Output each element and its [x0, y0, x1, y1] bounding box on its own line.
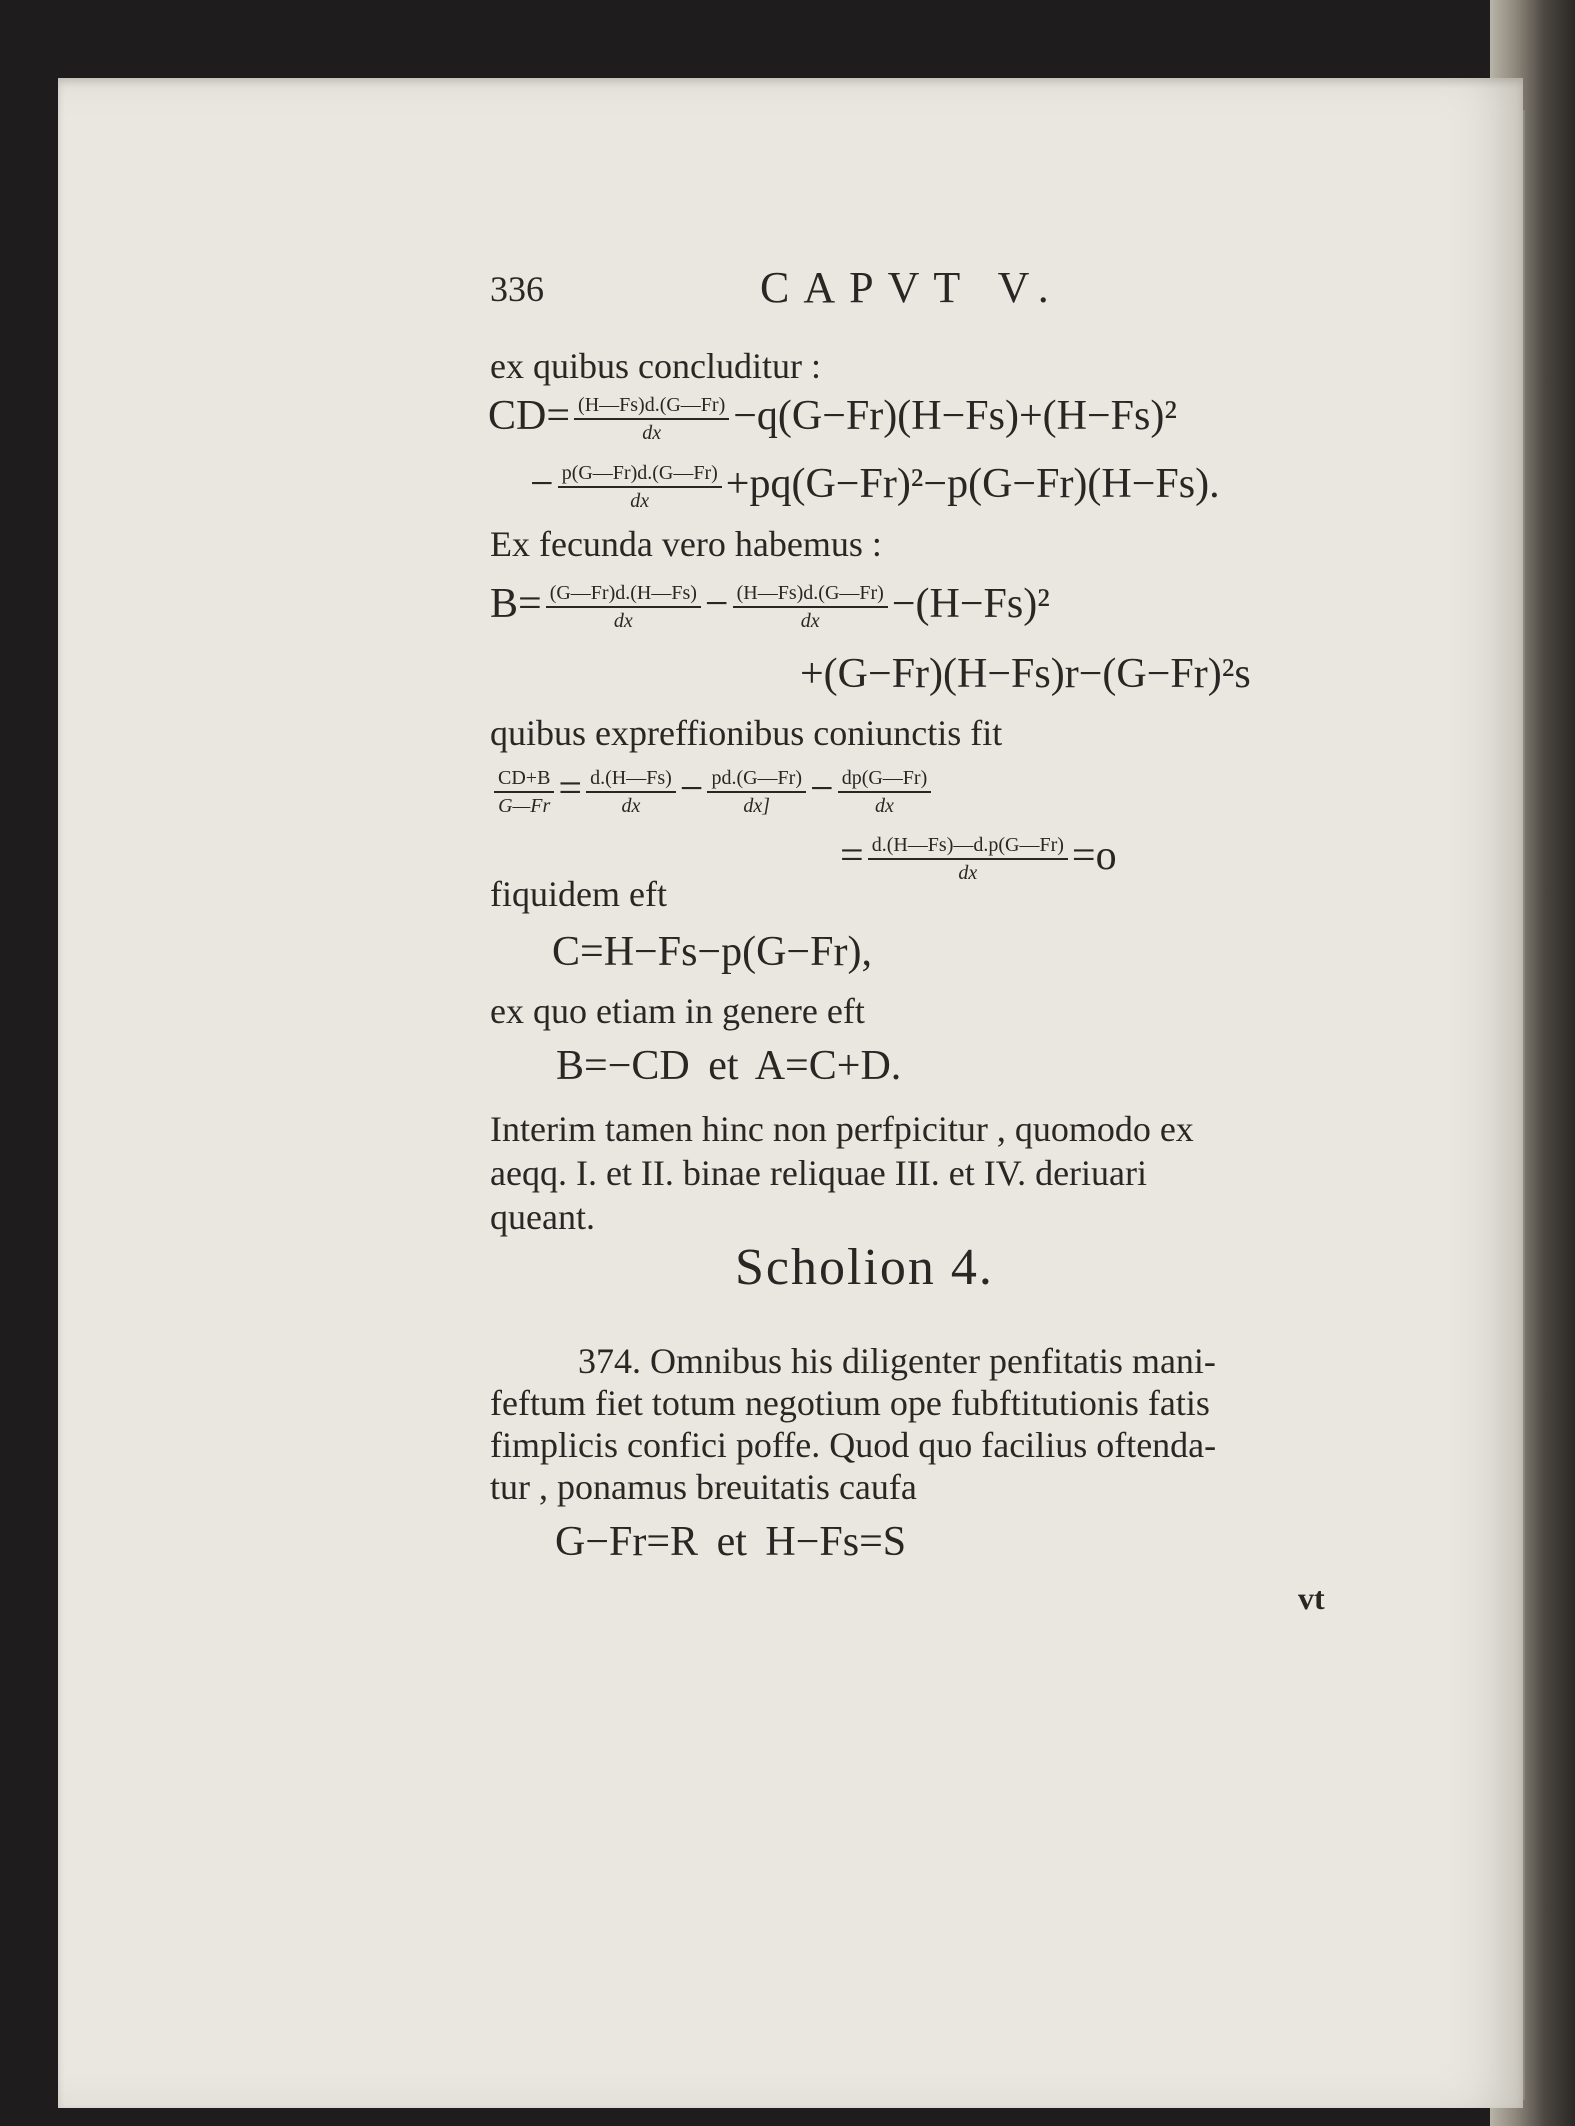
fraction-denominator: G—Fr	[498, 795, 551, 818]
eq-b-mid: −	[704, 581, 729, 627]
eq-cd-rest-2: +pq(G−Fr)²−p(G−Fr)(H−Fs).	[725, 461, 1220, 507]
eq-b-fraction-2	[733, 580, 888, 634]
equation-cd-line-1	[488, 392, 1177, 446]
equation-b-line-1	[490, 580, 1050, 634]
eq-cd-fraction-2	[558, 460, 722, 514]
eq-g-fraction	[868, 832, 1068, 886]
eq-f-fraction-2	[707, 765, 806, 819]
eq-b-fraction-1	[546, 580, 701, 634]
fraction-denominator: dx	[630, 490, 650, 513]
scholion-heading: Scholion 4.	[735, 1239, 994, 1296]
eq-f-fraction-3	[838, 765, 932, 819]
eq-f-minus-2: −	[810, 766, 834, 812]
equation-combined-line-1	[490, 765, 935, 819]
equation-b-line-2: +(G−Fr)(H−Fs)r−(G−Fr)²s	[800, 651, 1251, 697]
fraction-numerator: d.(H—Fs)—d.p(G—Fr)	[868, 832, 1068, 860]
fraction-denominator: dx	[958, 862, 978, 885]
eq-f-equals: =	[558, 766, 583, 812]
text-line-10: fiquidem eft	[490, 874, 667, 914]
equation-c: C=H−Fs−p(G−Fr),	[552, 929, 872, 975]
chapter-title: CAPVT V.	[760, 263, 1063, 312]
eq-b-lhs: B=	[490, 581, 542, 627]
text-line-12: ex quo etiam in genere eft	[490, 991, 865, 1031]
eq-g-equals: =	[840, 833, 864, 879]
equation-cd-line-2	[530, 460, 1220, 514]
eq-f-fraction-1	[586, 765, 676, 819]
text-line-20: fimplicis confici poffe. Quod quo facilius oftenda-	[490, 1425, 1217, 1465]
text-line-4: Ex fecunda vero habemus :	[490, 524, 882, 564]
eq-b-rest-1: −(H−Fs)²	[891, 581, 1050, 627]
eq-cd-lead: −	[530, 461, 554, 507]
eq-cd-lhs: CD=	[488, 393, 571, 439]
equation-r-s: G−Fr=R et H−Fs=S	[555, 1519, 907, 1565]
fraction-denominator: dx]	[743, 795, 771, 818]
fraction-denominator: dx	[875, 795, 894, 818]
fraction-denominator: dx	[621, 795, 641, 818]
fraction-denominator: dx	[642, 422, 662, 445]
text-line-16: queant.	[490, 1197, 595, 1237]
text-line-15: aeqq. I. et II. binae reliquae III. et IV. deriuari	[490, 1153, 1148, 1193]
eq-cd-rest-1: −q(G−Fr)(H−Fs)+(H−Fs)²	[733, 393, 1177, 439]
text-line-14: Interim tamen hinc non perfpicitur , quomodo ex	[490, 1109, 1194, 1149]
catchword: vt	[1298, 1580, 1325, 1616]
page-number: 336	[490, 269, 544, 309]
fraction-numerator: (H—Fs)d.(G—Fr)	[733, 580, 888, 608]
fraction-numerator: dp(G—Fr)	[838, 765, 932, 793]
fraction-numerator: p(G—Fr)d.(G—Fr)	[558, 460, 722, 488]
eq-f-fraction-0	[494, 765, 554, 819]
equation-combined-line-2	[840, 832, 1117, 886]
equation-b-a: B=−CD et A=C+D.	[556, 1043, 902, 1089]
text-line-21: tur , ponamus breuitatis caufa	[490, 1467, 917, 1507]
fraction-denominator: dx	[800, 610, 820, 633]
fraction-numerator: pd.(G—Fr)	[707, 765, 806, 793]
fraction-numerator: CD+B	[494, 765, 554, 793]
text-line-7: quibus expreffionibus coniunctis fit	[490, 713, 1003, 753]
text-line-18: 374. Omnibus his diligenter penfitatis mani-	[578, 1341, 1216, 1381]
eq-g-rest: =o	[1071, 833, 1117, 879]
fraction-denominator: dx	[613, 610, 633, 633]
eq-f-minus-1: −	[679, 766, 704, 812]
fraction-numerator: (H—Fs)d.(G—Fr)	[574, 392, 729, 420]
text-line-1: ex quibus concluditur :	[490, 346, 821, 386]
eq-cd-fraction-1	[574, 392, 729, 446]
fraction-numerator: d.(H—Fs)	[586, 765, 676, 793]
text-line-19: feftum fiet totum negotium ope fubftitutionis fatis	[490, 1383, 1210, 1423]
fraction-numerator: (G—Fr)d.(H—Fs)	[546, 580, 701, 608]
